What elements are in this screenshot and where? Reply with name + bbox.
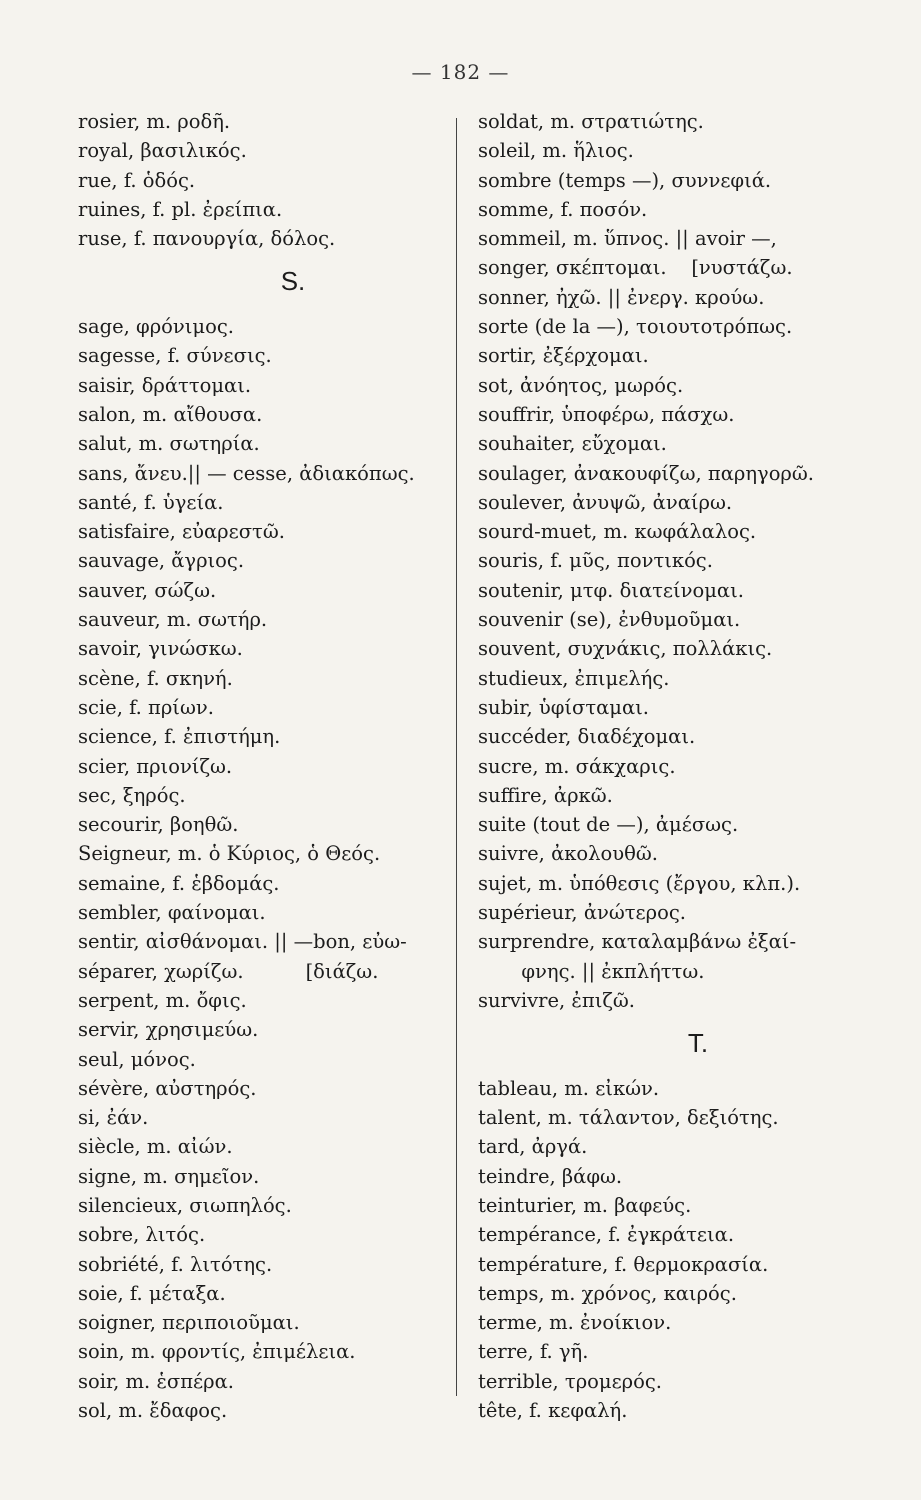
dictionary-entry: ruines, f. pl. ἐρείπια.: [78, 197, 283, 221]
dictionary-entry: sortir, ἐξέρχομαι.: [478, 344, 649, 368]
dictionary-entry: scier, πριονίζω.: [78, 754, 233, 778]
dictionary-entry: soutenir, μτφ. διατείνομαι.: [478, 578, 744, 602]
dictionary-entry: salon, m. αἴθουσα.: [78, 402, 263, 426]
dictionary-entry: sauver, σώζω.: [78, 578, 217, 602]
dictionary-entry: sourd-muet, m. κωφάλαλος.: [478, 520, 757, 544]
dictionary-entry: somme, f. ποσόν.: [478, 197, 648, 221]
dictionary-entry: sembler, φαίνομαι.: [78, 901, 266, 925]
dictionary-entry: soldat, m. στρατιώτης.: [478, 110, 704, 133]
dictionary-entry: φνης. || ἐκπλήττω.: [478, 959, 705, 983]
dictionary-entry: salut, m. σωτηρία.: [78, 432, 260, 456]
section-heading: T.: [687, 1028, 709, 1059]
dictionary-entry: soigner, περιποιοῦμαι.: [78, 1311, 300, 1335]
dictionary-entry: sauveur, m. σωτήρ.: [78, 608, 268, 632]
dictionary-entry: temps, m. χρόνος, καιρός.: [478, 1281, 737, 1305]
dictionary-entry: songer, σκέπτομαι. [νυστάζω.: [478, 256, 793, 280]
column-divider: [456, 118, 457, 1396]
dictionary-entry: supérieur, ἀνώτερος.: [478, 901, 686, 925]
dictionary-entry: siècle, m. αἰών.: [78, 1135, 233, 1159]
dictionary-entry: sentir, αἰσθάνομαι. || —bon, εὐω-: [78, 930, 407, 954]
dictionary-entry: science, f. ἐπιστήμη.: [78, 725, 281, 749]
dictionary-entry: terme, m. ἐνοίκιον.: [478, 1311, 672, 1335]
dictionary-entry: suivre, ἀκολουθῶ.: [478, 842, 658, 866]
dictionary-entry: subir, ὑφίσταμαι.: [478, 695, 649, 719]
dictionary-entry: talent, m. τάλαντον, δεξιότης.: [478, 1106, 779, 1130]
dictionary-entry: saisir, δράττομαι.: [78, 373, 252, 397]
dictionary-entry: sagesse, f. σύνεσις.: [78, 344, 272, 368]
dictionary-entry: survivre, ἐπιζῶ.: [478, 988, 636, 1012]
dictionary-entry: suite (tout de —), ἀμέσως.: [478, 813, 739, 837]
dictionary-entry: sévère, αὐστηρός.: [78, 1076, 257, 1100]
dictionary-entry: santé, f. ὑγεία.: [78, 490, 224, 514]
dictionary-entry: tempérance, f. ἐγκράτεια.: [478, 1223, 735, 1247]
dictionary-entry: ruse, f. πανουργία, δόλος.: [78, 227, 336, 251]
dictionary-entry: rue, f. ὁδός.: [78, 168, 196, 192]
dictionary-entry: scie, f. πρίων.: [78, 695, 214, 719]
dictionary-entry: soir, m. ἑσπέρα.: [78, 1369, 234, 1393]
dictionary-entry: sombre (temps —), συννεφιά.: [478, 168, 772, 192]
dictionary-entry: satisfaire, εὐαρεστῶ.: [78, 520, 285, 544]
dictionary-entry: semaine, f. ἑβδομάς.: [78, 871, 280, 895]
dictionary-entry: sans, ἄνευ.|| — cesse, ἀδιακόπως.: [78, 461, 415, 485]
dictionary-entry: sonner, ἠχῶ. || ἐνεργ. κρούω.: [478, 285, 765, 309]
dictionary-entry: serpent, m. ὄφις.: [78, 988, 247, 1012]
dictionary-entry: si, ἐάν.: [78, 1106, 149, 1130]
dictionary-entry: terrible, τρομερός.: [478, 1369, 663, 1393]
dictionary-entry: surprendre, καταλαμβάνω ἐξαί-: [478, 930, 797, 954]
dictionary-entry: teinturier, m. βαφεύς.: [478, 1193, 692, 1217]
page-number: — 182 —: [411, 60, 510, 84]
dictionary-entry: souvent, συχνάκις, πολλάκις.: [478, 637, 773, 661]
dictionary-entry: souris, f. μῦς, ποντικός.: [478, 549, 713, 573]
dictionary-entry: soleil, m. ἥλιος.: [478, 139, 634, 163]
dictionary-entry: suffire, ἀρκῶ.: [478, 783, 613, 807]
dictionary-entry: souffrir, ὑποφέρω, πάσχω.: [478, 402, 735, 426]
dictionary-entry: royal, βασιλικός.: [78, 139, 247, 163]
dictionary-entry: tête, f. κεφαλή.: [478, 1399, 628, 1423]
section-heading: S.: [280, 266, 306, 297]
dictionary-entry: servir, χρησιμεύω.: [78, 1018, 259, 1042]
dictionary-entry: sauvage, ἄγριος.: [78, 549, 245, 573]
dictionary-entry: sujet, m. ὑπόθεσις (ἔργου, κλπ.).: [478, 871, 801, 895]
dictionary-entry: température, f. θερμοκρασία.: [478, 1252, 769, 1276]
dictionary-entry: silencieux, σιωπηλός.: [78, 1193, 292, 1217]
dictionary-entry: seul, μόνος.: [78, 1047, 196, 1071]
dictionary-entry: sage, φρόνιμος.: [78, 315, 234, 339]
dictionary-entry: sobre, λιτός.: [78, 1223, 206, 1247]
dictionary-entry: succéder, διαδέχομαι.: [478, 725, 696, 749]
dictionary-entry: soulager, ἀνακουφίζω, παρηγορῶ.: [478, 461, 814, 485]
dictionary-entry: souvenir (se), ἐνθυμοῦμαι.: [478, 608, 741, 632]
dictionary-entry: sucre, m. σάκχαρις.: [478, 754, 676, 778]
dictionary-entry: Seigneur, m. ὁ Κύριος, ὁ Θεός.: [78, 842, 381, 866]
dictionary-entry: sec, ξηρός.: [78, 783, 186, 807]
dictionary-entry: soie, f. μέταξα.: [78, 1281, 226, 1305]
dictionary-entry: sobriété, f. λιτότης.: [78, 1252, 273, 1276]
dictionary-entry: soulever, ἀνυψῶ, ἀναίρω.: [478, 490, 733, 514]
dictionary-entry: secourir, βοηθῶ.: [78, 813, 239, 837]
dictionary-entry: sot, ἀνόητος, μωρός.: [478, 373, 684, 397]
dictionary-entry: studieux, ἐπιμελής.: [478, 666, 670, 690]
dictionary-entry: teindre, βάφω.: [478, 1164, 623, 1188]
dictionary-entry: savoir, γινώσκω.: [78, 637, 243, 661]
dictionary-entry: séparer, χωρίζω. [διάζω.: [78, 959, 379, 983]
dictionary-entry: rosier, m. ροδῆ.: [78, 110, 231, 133]
dictionary-entry: sorte (de la —), τοιουτοτρόπως.: [478, 315, 793, 339]
right-column: [478, 107, 858, 1425]
dictionary-entry: souhaiter, εὔχομαι.: [478, 432, 667, 456]
left-column: [78, 107, 448, 1425]
dictionary-entry: scène, f. σκηνή.: [78, 666, 233, 690]
dictionary-entry: signe, m. σημεῖον.: [78, 1164, 260, 1188]
dictionary-entry: sommeil, m. ὕπνος. || avoir —,: [478, 227, 777, 251]
dictionary-entry: sol, m. ἔδαφος.: [78, 1399, 228, 1423]
dictionary-entry: terre, f. γῆ.: [478, 1340, 589, 1364]
dictionary-entry: soin, m. φροντίς, ἐπιμέλεια.: [78, 1340, 356, 1364]
dictionary-entry: tard, ἀργά.: [478, 1135, 588, 1159]
dictionary-entry: tableau, m. εἰκών.: [478, 1076, 660, 1100]
